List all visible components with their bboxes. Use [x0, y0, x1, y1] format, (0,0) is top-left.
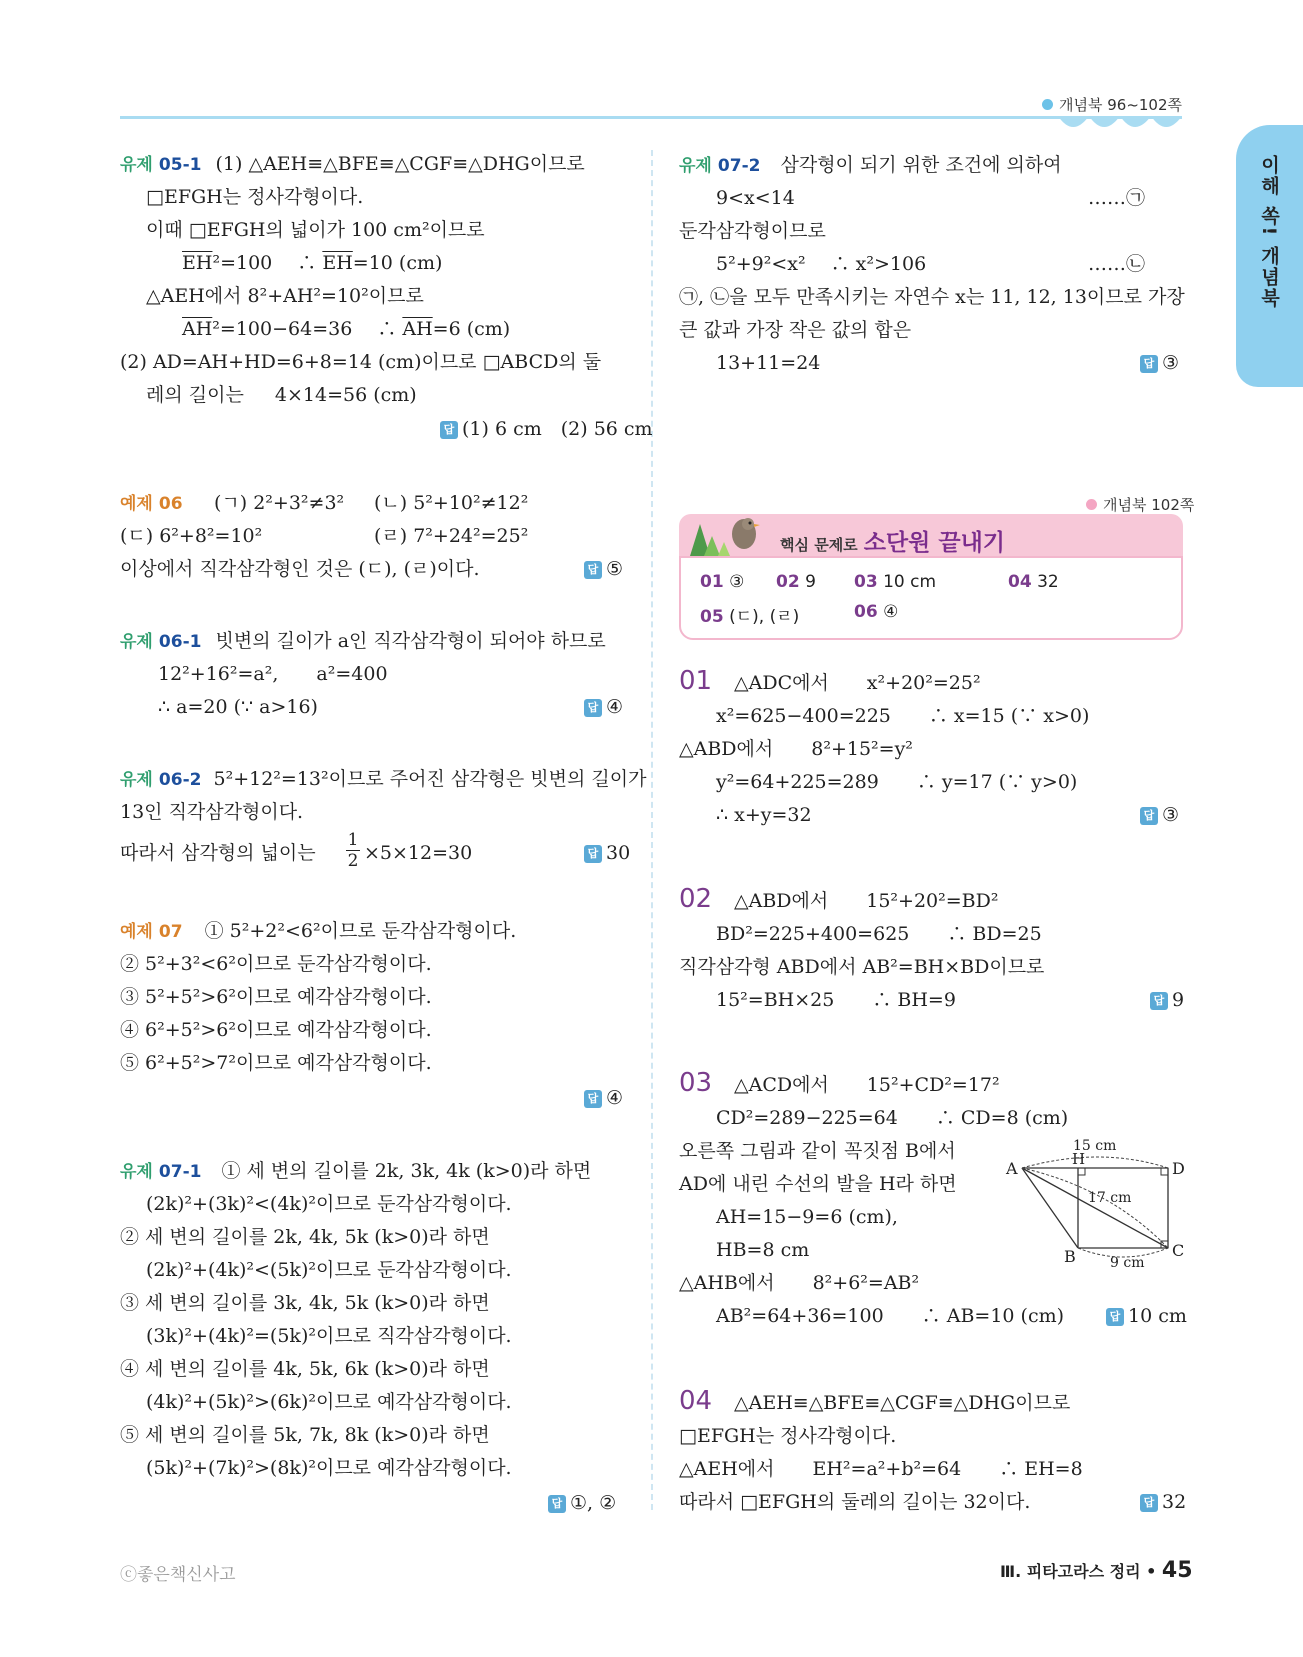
- text-line: 이상에서 직각삼각형인 것은 (ㄷ), (ㄹ)이다.: [120, 558, 480, 580]
- answer-badge-icon: 답: [1140, 1494, 1158, 1512]
- text-line: 15²=BH×25 ∴ BH=9: [716, 989, 956, 1011]
- text-line: 12²+16²=a², a²=400: [158, 663, 388, 685]
- problem-number: 03: [679, 1068, 713, 1098]
- text-line: ×5×12=30: [364, 842, 473, 864]
- text-line: 따라서 삼각형의 넓이는: [120, 842, 316, 864]
- answer: 답 ④: [584, 1085, 623, 1111]
- problem-number: 02: [679, 884, 713, 914]
- problem-label: 유제: [679, 156, 712, 176]
- problem-number: 04: [679, 1386, 713, 1416]
- footer-chapter: Ⅲ. 피타고라스 정리 • 45: [1000, 1558, 1193, 1583]
- text-line: 오른쪽 그림과 같이 꼭짓점 B에서: [679, 1140, 956, 1162]
- text-line: 9<x<14: [716, 187, 795, 209]
- text-line: 직각삼각형 ABD에서 AB²=BH×BD이므로: [679, 956, 1045, 978]
- vertex-label: A: [1006, 1159, 1018, 1178]
- text-line: (2k)²+(4k)²<(5k)²이므로 둔각삼각형이다.: [146, 1259, 512, 1281]
- text-line: (3k)²+(4k)²=(5k)²이므로 직각삼각형이다.: [146, 1325, 512, 1347]
- answer-badge-icon: 답: [1150, 992, 1168, 1010]
- quick-answer-box: [679, 556, 1183, 640]
- text-line: 13+11=24: [716, 352, 821, 374]
- column-divider: [651, 150, 653, 1510]
- quick-answer-item: 06 ④: [854, 602, 899, 622]
- text-line: BD²=225+400=625 ∴ BD=25: [716, 923, 1042, 945]
- fraction: 1 2: [347, 830, 359, 871]
- answer: 답 30: [584, 840, 630, 866]
- text-line: ∴ a=20 (∵ a>16): [158, 696, 318, 718]
- text-line: △ABD에서 15²+20²=BD²: [734, 890, 999, 912]
- text-line: △AEH≡△BFE≡△CGF≡△DHG이므로: [734, 1392, 1071, 1414]
- text-line: 이때 □EFGH의 넓이가 100 cm²이므로: [146, 219, 485, 241]
- vertex-label: H: [1072, 1150, 1086, 1168]
- answer: 답 32: [1140, 1489, 1186, 1515]
- problem-label: 유제: [120, 1162, 153, 1182]
- quick-answer-item: 05 (ㄷ), (ㄹ): [700, 607, 800, 627]
- problem-number: 06-2: [158, 770, 202, 790]
- text-line: ② 세 변의 길이를 2k, 4k, 5k (k>0)라 하면: [120, 1226, 490, 1248]
- bullet-dot-icon: [1086, 499, 1097, 510]
- quick-answer-item: 03 10 cm: [854, 572, 937, 592]
- text-line: AD에 내린 수선의 발을 H라 하면: [679, 1173, 957, 1195]
- text-line: CD²=289−225=64 ∴ CD=8 (cm): [716, 1107, 1069, 1129]
- text-line: 5²+12²=13²이므로 주어진 삼각형은 빗변의 길이가: [213, 768, 647, 790]
- section-tag: 개념북 102쪽: [1086, 494, 1194, 515]
- vertex-label: D: [1172, 1159, 1185, 1178]
- answer: 답 ①, ②: [548, 1490, 616, 1516]
- answer: 답 9: [1150, 987, 1184, 1013]
- text-line: x²=625−400=225 ∴ x=15 (∵ x>0): [716, 705, 1090, 727]
- answer-badge-icon: 답: [1106, 1308, 1124, 1326]
- text-line: ⑤ 세 변의 길이를 5k, 7k, 8k (k>0)라 하면: [120, 1424, 490, 1446]
- text-line: ∴ x+y=32: [716, 804, 812, 826]
- banner-title: 핵심 문제로 소단원 끝내기: [780, 530, 1006, 556]
- text-line: 13인 직각삼각형이다.: [120, 801, 304, 823]
- answer-badge-icon: 답: [584, 845, 602, 863]
- text-line: 삼각형이 되기 위한 조건에 의하여: [780, 154, 1062, 176]
- answer-badge-icon: 답: [1140, 355, 1158, 373]
- problem-number: 07-2: [717, 156, 761, 176]
- text-line: (4k)²+(5k)²>(6k)²이므로 예각삼각형이다.: [146, 1391, 512, 1413]
- text-line: ① 세 변의 길이를 2k, 3k, 4k (k>0)라 하면: [221, 1160, 592, 1182]
- page-number: 45: [1161, 1558, 1193, 1583]
- text-line: (2k)²+(3k)²<(4k)²이므로 둔각삼각형이다.: [146, 1193, 512, 1215]
- answer-badge-icon: 답: [584, 561, 602, 579]
- text-line: (ㄹ) 7²+24²=25²: [374, 525, 529, 547]
- answer-badge-icon: 답: [584, 1090, 602, 1108]
- answer: 답 10 cm: [1106, 1303, 1187, 1329]
- answer: 답 ③: [1140, 802, 1179, 828]
- text-line: ④ 6²+5²>6²이므로 예각삼각형이다.: [120, 1019, 432, 1041]
- figure-label: 15 cm: [1073, 1138, 1117, 1154]
- footer-copyright: ⓒ좋은책신사고: [120, 1565, 236, 1585]
- text-line: △ABD에서 8²+15²=y²: [679, 738, 913, 760]
- text-line: (ㄷ) 6²+8²=10²: [120, 525, 263, 547]
- text-line: 따라서 □EFGH의 둘레의 길이는 32이다.: [679, 1491, 1031, 1513]
- problem-number: 05-1: [158, 155, 202, 175]
- quick-answer-item: 02 9: [776, 572, 816, 592]
- figure-label: 17 cm: [1088, 1190, 1132, 1206]
- header-tag: 개념북 96~102쪽: [1042, 94, 1182, 115]
- text-line: 둔각삼각형이므로: [679, 220, 826, 242]
- problem-label: 예제: [120, 922, 153, 942]
- answer-badge-icon: 답: [440, 421, 458, 439]
- wave-decoration-icon: [1058, 116, 1182, 136]
- bullet-dot-icon: [1042, 99, 1053, 110]
- text-line: ⑤ 6²+5²>7²이므로 예각삼각형이다.: [120, 1052, 432, 1074]
- side-tab-label: 이해 쏙! 개념북: [1258, 155, 1280, 309]
- vertex-label: C: [1172, 1241, 1185, 1260]
- text-line: ③ 세 변의 길이를 3k, 4k, 5k (k>0)라 하면: [120, 1292, 490, 1314]
- text-line: (1) △AEH≡△BFE≡△CGF≡△DHG이므로: [215, 153, 585, 175]
- problem-number: 06-1: [158, 632, 202, 652]
- text-line: (ㄴ) 5²+10²≠12²: [374, 492, 529, 514]
- text-line: △ADC에서 x²+20²=25²: [734, 672, 981, 694]
- text-line: ② 5²+3²<6²이므로 둔각삼각형이다.: [120, 953, 432, 975]
- problem-label: 유제: [120, 632, 153, 652]
- text-line: AB²=64+36=100 ∴ AB=10 (cm): [716, 1305, 1065, 1327]
- marker: ……㉡: [1088, 253, 1146, 275]
- trapezoid-figure: [1000, 1138, 1190, 1268]
- problem-number: 07-1: [158, 1162, 202, 1182]
- text-line: ③ 5²+5²>6²이므로 예각삼각형이다.: [120, 986, 432, 1008]
- text-line: (2) AD=AH+HD=6+8=14 (cm)이므로 □ABCD의 둘: [120, 351, 602, 373]
- text-line: HB=8 cm: [716, 1239, 810, 1261]
- problem-number: 07: [158, 922, 183, 942]
- tree-bird-illustration-icon: [682, 504, 770, 558]
- problem-number: 01: [679, 666, 713, 696]
- answer: 답 ⑤: [584, 556, 623, 582]
- problem-label: 유제: [120, 155, 153, 175]
- text-line: □EFGH는 정사각형이다.: [146, 186, 364, 208]
- text-line: ㉠, ㉡을 모두 만족시키는 자연수 x는 11, 12, 13이므로 가장: [679, 286, 1185, 308]
- text-line: △AHB에서 8²+6²=AB²: [679, 1272, 920, 1294]
- quick-answer-item: 04 32: [1008, 572, 1059, 592]
- problem-label: 유제: [120, 770, 153, 790]
- figure-label: 9 cm: [1110, 1255, 1145, 1268]
- text-line: 빗변의 길이가 a인 직각삼각형이 되어야 하므로: [215, 630, 606, 652]
- answer: 답 ④: [584, 694, 623, 720]
- text-line: 5²+9²<x² ∴ x²>106: [716, 253, 927, 275]
- marker: ……㉠: [1088, 187, 1146, 209]
- vertex-label: B: [1064, 1247, 1076, 1266]
- text-line: (ㄱ) 2²+3²≠3²: [214, 492, 345, 514]
- text-line: 레의 길이는 4×14=56 (cm): [146, 384, 417, 406]
- text-line: ① 5²+2²<6²이므로 둔각삼각형이다.: [204, 920, 517, 942]
- answer-badge-icon: 답: [584, 699, 602, 717]
- text-line: △AEH에서 EH²=a²+b²=64 ∴ EH=8: [679, 1458, 1083, 1480]
- text-line: 큰 값과 가장 작은 값의 합은: [679, 319, 912, 341]
- quick-answer-item: 01 ③: [700, 572, 745, 592]
- text-line: □EFGH는 정사각형이다.: [679, 1425, 897, 1447]
- answer: 답 ③: [1140, 350, 1179, 376]
- answer-badge-icon: 답: [1140, 807, 1158, 825]
- problem-label: 예제: [120, 494, 153, 514]
- text-line: $\overline{EH}^2=100$ ∴ $\overline{EH}=10$ (cm): [182, 252, 443, 274]
- text-line: △AEH에서 8²+AH²=10²이므로: [146, 285, 424, 307]
- text-line: AH=15−9=6 (cm),: [716, 1206, 898, 1228]
- text-line: △ACD에서 15²+CD²=17²: [734, 1074, 1000, 1096]
- text-line: ④ 세 변의 길이를 4k, 5k, 6k (k>0)라 하면: [120, 1358, 490, 1380]
- text-line: $\overline{AH}^2=100-64=36$ ∴ $\overline{AH}=6$ (cm): [182, 318, 511, 340]
- answer-badge-icon: 답: [548, 1495, 566, 1513]
- answer: 답 (1) 6 cm (2) 56 cm: [440, 416, 653, 442]
- text-line: (5k)²+(7k)²>(8k)²이므로 예각삼각형이다.: [146, 1457, 512, 1479]
- header-rule: [120, 116, 1182, 119]
- problem-number: 06: [158, 494, 183, 514]
- text-line: y²=64+225=289 ∴ y=17 (∵ y>0): [716, 771, 1078, 793]
